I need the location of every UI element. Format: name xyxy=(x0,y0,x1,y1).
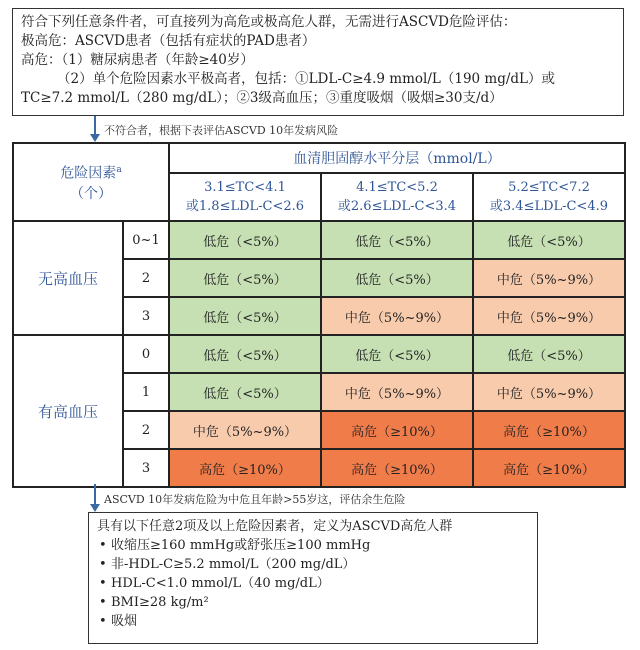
factor-count: 3 xyxy=(123,297,169,335)
risk-cell: 低危（<5%） xyxy=(321,335,473,373)
group-no-hypertension: 无高血压 xyxy=(13,221,123,335)
column-header-1: 3.1≤TC<4.1 或1.8≤LDL-C<2.6 xyxy=(169,173,321,221)
risk-cell: 中危（5%~9%） xyxy=(321,373,473,411)
high-risk-line-1: 高危：（1）糖尿病患者（年龄≥40岁） xyxy=(21,52,254,68)
risk-cell: 低危（<5%） xyxy=(169,221,321,259)
list-item: • BMI≥28 kg/m² xyxy=(111,593,529,612)
criteria-box xyxy=(12,8,624,116)
risk-cell: 中危（5%~9%） xyxy=(473,259,625,297)
risk-cell: 高危（≥10%） xyxy=(169,449,321,487)
column-header-2: 4.1≤TC<5.2 或2.6≤LDL-C<3.4 xyxy=(321,173,473,221)
cholesterol-header: 血清胆固醇水平分层（mmol/L） xyxy=(169,143,625,173)
arrow-2-note: ASCVD 10年发病危险为中危且年龄>55岁这，评估余生危险 xyxy=(104,493,406,506)
factor-header: 危险因素$^a$ （个） xyxy=(13,143,169,221)
criteria-intro: 符合下列任意条件者，可直接列为高危或极高危人群，无需进行ASCVD危险评估： xyxy=(21,14,517,30)
list-item: • 收缩压≥160 mmHg或舒张压≥100 mmHg xyxy=(111,536,529,555)
arrow-1-line xyxy=(94,116,96,136)
factor-count: 0~1 xyxy=(123,221,169,259)
group-hypertension: 有高血压 xyxy=(13,335,123,487)
risk-cell: 高危（≥10%） xyxy=(473,449,625,487)
column-header-3: 5.2≤TC<7.2 或3.4≤LDL-C<4.9 xyxy=(473,173,625,221)
risk-table xyxy=(12,142,626,488)
arrow-1-note: 不符合者，根据下表评估ASCVD 10年发病风险 xyxy=(104,124,339,137)
arrow-2-head xyxy=(90,504,100,512)
risk-cell: 高危（≥10%） xyxy=(321,411,473,449)
table-row xyxy=(13,221,625,259)
risk-cell: 低危（<5%） xyxy=(169,335,321,373)
risk-cell: 低危（<5%） xyxy=(321,259,473,297)
risk-cell: 中危（5%~9%） xyxy=(473,373,625,411)
high-risk-line-3: TC≥7.2 mmol/L（280 mg/dL）；②3级高血压；③重度吸烟（吸烟≥30支/d） xyxy=(21,90,503,106)
factor-count: 3 xyxy=(123,449,169,487)
risk-cell: 低危（<5%） xyxy=(473,221,625,259)
factor-count: 0 xyxy=(123,335,169,373)
definition-headline: 具有以下任意2项及以上危险因素者，定义为ASCVD高危人群 xyxy=(97,519,453,534)
high-risk-definition-box xyxy=(88,512,538,644)
table-row xyxy=(13,335,625,373)
risk-factor-list xyxy=(97,536,529,631)
list-item: • 吸烟 xyxy=(111,612,529,631)
risk-cell: 中危（5%~9%） xyxy=(473,297,625,335)
risk-cell: 低危（<5%） xyxy=(321,221,473,259)
high-risk-line-2: （2）单个危险因素水平极高者，包括：①LDL-C≥4.9 mmol/L（190 mg/dL）或 xyxy=(57,71,556,87)
very-high-risk-line: 极高危：ASCVD患者（包括有症状的PAD患者） xyxy=(21,33,316,49)
risk-cell: 高危（≥10%） xyxy=(321,449,473,487)
risk-cell: 低危（<5%） xyxy=(169,297,321,335)
arrow-1-head xyxy=(90,134,100,142)
list-item: • HDL-C<1.0 mmol/L（40 mg/dL） xyxy=(111,574,529,593)
factor-count: 2 xyxy=(123,259,169,297)
arrow-2-line xyxy=(94,484,96,506)
factor-count: 2 xyxy=(123,411,169,449)
risk-cell: 低危（<5%） xyxy=(473,335,625,373)
list-item: • 非-HDL-C≥5.2 mmol/L（200 mg/dL） xyxy=(111,555,529,574)
risk-cell: 中危（5%~9%） xyxy=(169,411,321,449)
risk-cell: 低危（<5%） xyxy=(169,259,321,297)
factor-count: 1 xyxy=(123,373,169,411)
risk-cell: 中危（5%~9%） xyxy=(321,297,473,335)
risk-cell: 高危（≥10%） xyxy=(473,411,625,449)
risk-cell: 低危（<5%） xyxy=(169,373,321,411)
